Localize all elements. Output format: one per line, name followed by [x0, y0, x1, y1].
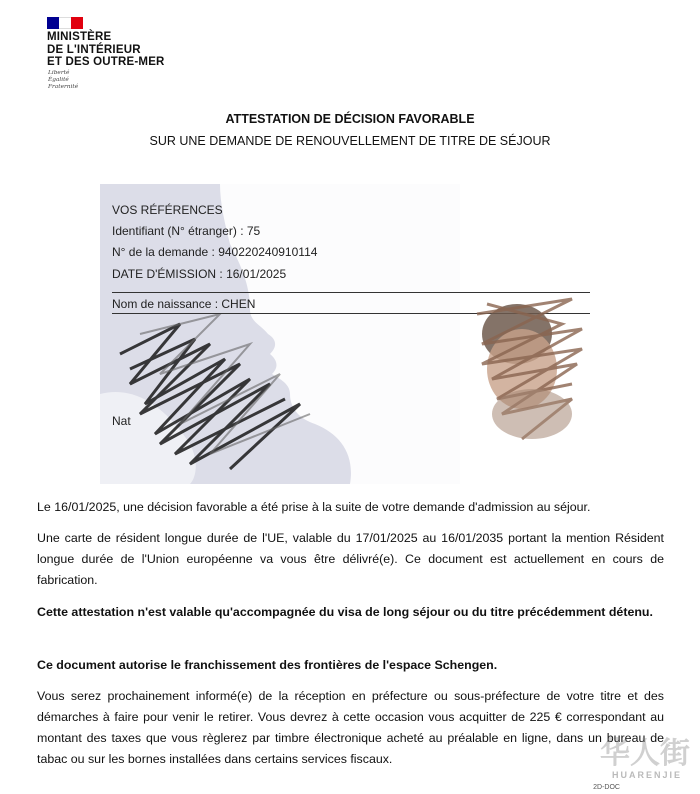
ministry-name [47, 31, 165, 69]
document-code: 2D-DOC [593, 784, 620, 791]
motto-line: Liberté [48, 70, 70, 76]
divider [112, 292, 590, 293]
ministry-line: MINISTÈRE [47, 31, 112, 43]
document-subtitle: SUR UNE DEMANDE DE RENOUVELLEMENT DE TITRE DE SÉJOUR [149, 134, 551, 148]
photo-redaction-scribble [462, 294, 592, 444]
watermark-text: HUARENJIE [611, 770, 682, 780]
schengen-notice: Ce document autorise le franchissement des frontières de l'espace Schengen. [37, 658, 498, 672]
motto-line: Égalité [48, 77, 69, 83]
validity-notice: Cette attestation n'est valable qu'accompagnée du visa de long séjour ou du titre précédemment détenu. [37, 605, 653, 619]
ministry-line: ET DES OUTRE-MER [47, 56, 165, 68]
card-paragraph: Une carte de résident longue durée de l'UE, valable du 17/01/2025 au 16/01/2035 portant la mention Résident longue durée de l'Union européenne va vous être délivré(e). Ce document est actuellement en cours de fabrication. [37, 531, 664, 587]
date-emission-field: DATE D'ÉMISSION : 16/01/2025 [112, 267, 287, 281]
motto-line: Fraternité [48, 84, 79, 90]
demande-number-field: N° de la demande : 940220240910114 [112, 245, 318, 259]
ministry-line: DE L'INTÉRIEUR [47, 43, 141, 56]
republic-flag-logo [47, 17, 83, 29]
collection-paragraph: Vous serez prochainement informé(e) de la réception en préfecture ou sous-préfecture de votre titre et des démarches à faire pour venir le retirer. Vous devrez à cette occasion vous acquitter de 225 € correspondant au montant des taxes que vous règlerez par timbre électronique acheté au préalable en ligne, dans un bureau de tabac ou sur les bornes installées dans certains services fiscaux. [37, 689, 664, 766]
flag-blue-stripe [47, 17, 59, 29]
motto [48, 70, 78, 91]
decision-paragraph: Le 16/01/2025, une décision favorable a été prise à la suite de votre demande d'admission au séjour. [37, 500, 591, 514]
nom-naissance-field: Nom de naissance : CHEN [112, 297, 256, 311]
watermark-chars: 华人街 [600, 737, 690, 770]
document-title: ATTESTATION DE DÉCISION FAVORABLE [225, 112, 475, 126]
identifiant-field: Identifiant (N° étranger) : 75 [112, 224, 261, 238]
applicant-photo [462, 294, 592, 444]
flag-white-stripe [59, 17, 71, 29]
redaction-scribble [100, 314, 360, 474]
nationalite-field: Nat [112, 414, 131, 428]
flag-red-stripe [71, 17, 83, 29]
references-label: VOS RÉFÉRENCES [112, 203, 223, 217]
